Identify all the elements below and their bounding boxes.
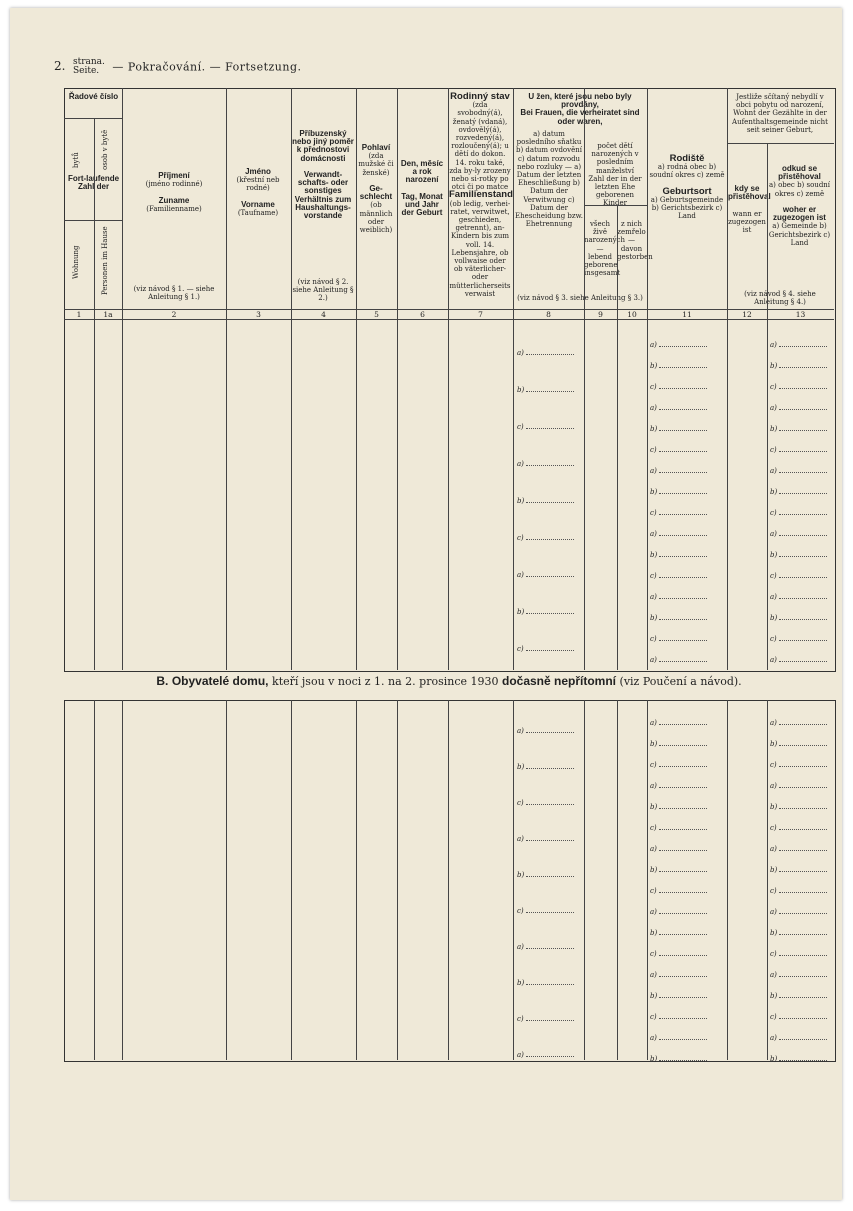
entry-label-b: b) (770, 424, 827, 433)
entry-label-a: a) (650, 340, 707, 349)
entry-label-b: b) (770, 991, 827, 1000)
column-divider-a (584, 88, 585, 670)
column-number: 13 (795, 310, 806, 319)
column-divider-a (727, 88, 728, 670)
col13-ref: (viz návod § 4. siehe Anleitung § 4.) (744, 290, 816, 307)
column-divider-a (226, 88, 227, 670)
entry-label-a: a) (650, 466, 707, 475)
column-number: 4 (321, 310, 326, 319)
entry-label-b: b) (770, 613, 827, 622)
entry-label-b: b) (517, 607, 574, 616)
column-divider-b (122, 700, 123, 1060)
column-divider-b (94, 700, 95, 1060)
entry-label-c: c) (517, 422, 574, 431)
col8-header: a) datum posledního sňatku b) datum ovdovění c) datum rozvodu nebo rozluky — a) Datum der letzten Eheschließung b) Datum der Verwitwung c) Datum der Ehescheidung bzw. Ehetrennung (515, 130, 583, 229)
column-divider-b (617, 700, 618, 1060)
entry-label-c: c) (517, 533, 574, 542)
column-number: 7 (478, 310, 483, 319)
col8-10-header: U žen, které jsou nebo byly provdány, Bei Frauen, die verheiratet sind oder waren, (520, 92, 640, 126)
entry-label-b: b) (517, 385, 574, 394)
entry-label-a: a) (650, 529, 707, 538)
entry-label-a: a) (517, 726, 574, 735)
entry-label-a: a) (650, 844, 707, 853)
entry-label-b: b) (517, 870, 574, 879)
entry-label-b: b) (650, 991, 707, 1000)
entry-label-b: b) (650, 613, 707, 622)
entry-label-a: a) (517, 570, 574, 579)
entry-label-a: a) (650, 655, 707, 664)
entry-label-c: c) (770, 571, 827, 580)
entry-label-a: a) (517, 1050, 574, 1059)
entry-label-b: b) (650, 928, 707, 937)
entry-label-a: a) (650, 781, 707, 790)
entry-label-b: b) (650, 487, 707, 496)
col1-sub-a-de: Wohnung (72, 245, 80, 280)
entry-label-b: b) (770, 1054, 827, 1063)
col3-header: Jméno (křestní neb rodné) Vorname (Taufname) (236, 167, 280, 218)
entry-label-b: b) (517, 978, 574, 987)
column-divider-a (767, 143, 768, 670)
entry-label-a: a) (517, 348, 574, 357)
entry-label-b: b) (517, 496, 574, 505)
entry-label-c: c) (517, 644, 574, 653)
strana-label: strana. (72, 57, 105, 67)
col9-header-cs: počet dětí narozených v posledním manželství Zahl der in der letzten Ehe geborenen Kinder (588, 142, 642, 208)
col9-10-subheader-line (584, 205, 647, 206)
column-divider-b (513, 700, 514, 1060)
entry-label-c: c) (770, 823, 827, 832)
entry-label-b: b) (650, 739, 707, 748)
entry-label-c: c) (770, 760, 827, 769)
col1-header-cs: Řadové číslo (68, 92, 119, 101)
entry-label-a: a) (770, 781, 827, 790)
entry-label-c: c) (517, 798, 574, 807)
entry-label-b: b) (650, 1054, 707, 1063)
column-divider-a (647, 88, 648, 670)
entry-label-c: c) (650, 571, 707, 580)
column-divider-a (356, 88, 357, 670)
col13-header: odkud se přistěhoval a) obec b) soudní okres c) země woher er zugezogen ist a) Gemeinde b) Gerichtsbezirk c) Land (768, 164, 831, 247)
entry-label-b: b) (650, 802, 707, 811)
entry-label-b: b) (770, 487, 827, 496)
column-divider-b (356, 700, 357, 1060)
column-divider-b (448, 700, 449, 1060)
entry-label-a: a) (770, 1033, 827, 1042)
column-number: 11 (682, 310, 692, 319)
column-divider-b (727, 700, 728, 1060)
entry-label-a: a) (517, 834, 574, 843)
column-number: 8 (546, 310, 551, 319)
entry-label-c: c) (770, 382, 827, 391)
column-divider-b (291, 700, 292, 1060)
col4-header: Příbuzenský nebo jiný poměr k přednostovi domácnosti Verwandt-schafts- oder sonstiges Verhältnis zum Haushaltungs-vorstande (292, 129, 354, 221)
col11-header: Rodiště a) rodná obec b) soudní okres c) země Geburtsort a) Geburtsgemeinde b) Gerichtsbezirk c) Land (649, 153, 725, 221)
column-divider-a (513, 88, 514, 670)
column-divider-b (767, 700, 768, 1060)
col12-13-header-line (728, 143, 834, 144)
entry-label-c: c) (650, 760, 707, 769)
entry-label-b: b) (517, 762, 574, 771)
entry-label-b: b) (770, 928, 827, 937)
entry-label-c: c) (770, 445, 827, 454)
entry-label-a: a) (770, 529, 827, 538)
entry-label-b: b) (770, 739, 827, 748)
entry-label-a: a) (650, 1033, 707, 1042)
entry-label-c: c) (517, 1014, 574, 1023)
page-header (54, 58, 302, 76)
entry-label-c: c) (650, 1012, 707, 1021)
entry-label-c: c) (770, 886, 827, 895)
column-number: 1a (103, 310, 113, 319)
col2-ref: (viz návod § 1. — siehe Anleitung § 1.) (133, 285, 215, 302)
entry-label-b: b) (770, 361, 827, 370)
entry-label-c: c) (650, 382, 707, 391)
entry-label-b: b) (770, 802, 827, 811)
entry-label-b: b) (770, 865, 827, 874)
col1-sub-b-cs: osob v bytě (101, 129, 109, 171)
entry-label-b: b) (770, 550, 827, 559)
column-number: 10 (627, 310, 637, 319)
column-number: 12 (742, 310, 752, 319)
col1-sub-b-de: Personen im Hause (101, 226, 109, 295)
entry-label-a: a) (650, 592, 707, 601)
entry-label-a: a) (770, 340, 827, 349)
entry-label-c: c) (770, 1012, 827, 1021)
col6-header: Den, měsíc a rok narození Tag, Monat und Jahr der Geburt (400, 159, 444, 218)
entry-label-c: c) (650, 634, 707, 643)
entry-label-b: b) (650, 424, 707, 433)
entry-label-a: a) (770, 907, 827, 916)
entry-label-a: a) (650, 403, 707, 412)
column-number: 6 (420, 310, 425, 319)
section-b-table (64, 700, 836, 1062)
column-divider-b (226, 700, 227, 1060)
column-divider-a (122, 88, 123, 670)
col12-13-header: Jestliže sčítaný nebydlí v obci pobytu od narození, Wohnt der Gezählte in der Aufenthaltsgemeinde nicht seit seiner Geburt, (732, 93, 828, 134)
number-row-line (64, 319, 834, 320)
col10-header: z nich zemřelo — davon gestorben (617, 220, 653, 261)
column-divider-a (291, 88, 292, 670)
col1-subheader-line-2 (64, 220, 122, 221)
col1-subheader-line (64, 118, 122, 119)
entry-label-b: b) (650, 361, 707, 370)
column-number: 2 (171, 310, 177, 319)
col1-header-de: Fort-laufende Zahl der (67, 174, 120, 192)
entry-label-a: a) (650, 970, 707, 979)
entry-label-a: a) (517, 459, 574, 468)
column-number: 5 (374, 310, 379, 319)
entry-label-b: b) (650, 550, 707, 559)
continued-label: — Pokračování. — Fortsetzung. (112, 60, 302, 74)
entry-label-a: a) (770, 403, 827, 412)
entry-label-a: a) (770, 655, 827, 664)
entry-label-a: a) (770, 844, 827, 853)
entry-label-c: c) (650, 949, 707, 958)
col2-header: Příjmení (jméno rodinné) Zuname (Familienname) (145, 171, 203, 213)
entry-label-c: c) (517, 906, 574, 915)
column-divider-a (397, 88, 398, 670)
entry-label-c: c) (650, 823, 707, 832)
entry-label-b: b) (650, 865, 707, 874)
col1-sub-a-cs: bytů (72, 152, 80, 168)
entry-label-a: a) (770, 466, 827, 475)
entry-label-c: c) (770, 949, 827, 958)
entry-label-a: a) (770, 592, 827, 601)
seite-label: Seite. (72, 66, 100, 76)
section-b-title: B. Obyvatelé domu, kteří jsou v noci z 1. na 2. prosince 1930 dočasně nepřítomní (viz Poučení a návod). (156, 674, 742, 688)
col8-10-ref: (viz návod § 3. siehe Anleitung § 3.) (517, 294, 643, 302)
column-number: 3 (256, 310, 261, 319)
col12-header: kdy se přistěhoval wann er zugezogen ist (728, 184, 771, 235)
entry-label-c: c) (650, 508, 707, 517)
page-number: 2. (54, 59, 66, 73)
column-divider-b (584, 700, 585, 1060)
entry-label-c: c) (650, 886, 707, 895)
entry-label-a: a) (517, 942, 574, 951)
entry-label-a: a) (650, 718, 707, 727)
entry-label-a: a) (650, 907, 707, 916)
column-number: 9 (598, 310, 603, 319)
col4-ref: (viz návod § 2. siehe Anleitung § 2.) (292, 278, 354, 303)
col5-header: Pohlaví (zda mužské či ženské) Ge-schlecht (ob männlich oder weiblich) (358, 143, 394, 235)
entry-label-c: c) (650, 445, 707, 454)
column-divider-b (647, 700, 648, 1060)
entry-label-a: a) (770, 970, 827, 979)
column-divider-a (617, 205, 618, 670)
column-divider-b (397, 700, 398, 1060)
column-divider-a (94, 118, 95, 670)
column-divider-a (448, 88, 449, 670)
column-number: 1 (76, 310, 82, 319)
entry-label-c: c) (770, 508, 827, 517)
entry-label-c: c) (770, 634, 827, 643)
col9-header: všech živě narozených — lebend geborene insgesamt (584, 220, 625, 278)
col7-header: Rodinný stav (zda svobodný(á), ženatý (vdaná), ovdovělý(á), rozvedený(á), rozloučený(á); u dětí do dokon. 14. roku také, zda by-ly zrozeny nebo si-rotky po otci či po matce Familienstand (ob ledig, verhei-ratet, verwitwet, geschieden, getrennt), an-Kindern bis zum voll. 14. Lebensjahre, ob vollwaise oder ob väterlicher- oder mütterlicherseits verwaist (449, 91, 513, 298)
entry-label-a: a) (770, 718, 827, 727)
